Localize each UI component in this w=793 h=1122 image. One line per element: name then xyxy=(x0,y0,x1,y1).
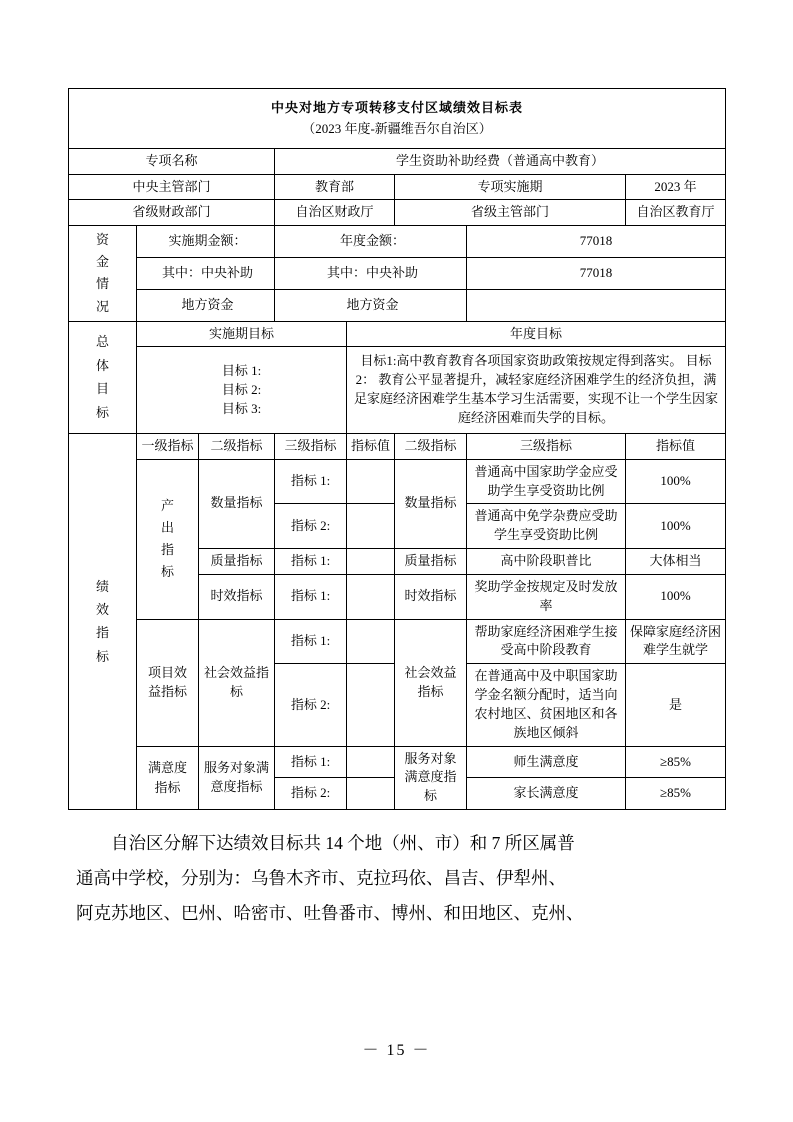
level1-label-line: 益指标 xyxy=(147,684,187,700)
level3-right-indicator: 在普通高中及中职国家助学金名额分配时，适当向农村地区、贫困地区和各族地区倾斜 xyxy=(467,664,626,746)
level1-output-indicator xyxy=(137,459,199,619)
funds-central-subsidy-value: 77018 xyxy=(467,258,726,290)
col-header-level3-right: 三级指标 xyxy=(467,433,626,459)
value-left xyxy=(347,504,395,549)
value-right: 100% xyxy=(626,459,726,504)
level1-label-char: 标 xyxy=(160,564,174,580)
funds-local-label-left: 地方资金 xyxy=(137,289,275,321)
level2-left-quantity: 数量指标 xyxy=(199,459,275,548)
overall-goal-label-char: 标 xyxy=(95,404,109,420)
value-right: 保障家庭经济困难学生就学 xyxy=(626,619,726,664)
level2-left-service-satisfaction: 服务对象满意度指标 xyxy=(199,746,275,810)
indicator-row xyxy=(69,459,726,504)
level3-left-indicator: 指标 2: xyxy=(275,664,347,746)
col-header-value-right: 指标值 xyxy=(626,433,726,459)
overall-goal-row-label xyxy=(69,321,137,433)
level1-label-line: 指标 xyxy=(154,779,181,795)
value-right: 100% xyxy=(626,574,726,619)
value-right: 100% xyxy=(626,504,726,549)
value-right: ≥85% xyxy=(626,746,726,778)
performance-goal-table xyxy=(68,88,726,810)
funds-annual-amount-value: 77018 xyxy=(467,226,726,258)
funds-label-char: 金 xyxy=(95,254,109,270)
province-dept-label: 省级主管部门 xyxy=(395,200,626,226)
level1-label-line: 满意度 xyxy=(147,760,187,776)
level3-left-indicator: 指标 2: xyxy=(275,504,347,549)
program-period-label: 专项实施期 xyxy=(395,174,626,200)
funds-implementation-amount-label: 实施期金额： xyxy=(137,226,275,258)
col-header-value-left: 指标值 xyxy=(347,433,395,459)
overall-goal-header-row xyxy=(69,321,726,347)
province-finance-value: 自治区财政厅 xyxy=(275,200,395,226)
province-finance-label: 省级财政部门 xyxy=(69,200,275,226)
level3-right-indicator: 奖助学金按规定及时发放率 xyxy=(467,574,626,619)
overall-goal-item: 目标 1: xyxy=(221,362,262,378)
central-dept-label: 中央主管部门 xyxy=(69,174,275,200)
page-number: － 15 － xyxy=(362,1042,431,1059)
funds-central-subsidy-label-right: 其中：中央补助 xyxy=(275,258,467,290)
level3-left-indicator: 指标 1: xyxy=(275,619,347,664)
table-subtitle-row xyxy=(69,120,726,148)
central-dept-value: 教育部 xyxy=(275,174,395,200)
funds-row-3 xyxy=(69,289,726,321)
col-header-level2-left: 二级指标 xyxy=(199,433,275,459)
value-left xyxy=(347,549,395,575)
level3-left-indicator: 指标 1: xyxy=(275,574,347,619)
table-title-row xyxy=(69,89,726,120)
level1-label-char: 出 xyxy=(160,520,174,536)
level2-right-quality: 质量指标 xyxy=(395,549,467,575)
level1-label-line: 项目效 xyxy=(147,664,187,680)
level3-left-indicator: 指标 1: xyxy=(275,746,347,778)
funds-row-1 xyxy=(69,226,726,258)
funds-local-value xyxy=(467,289,726,321)
overall-goal-body-row xyxy=(69,347,726,433)
document-subtitle: （2023 年度-新疆维吾尔自治区） xyxy=(69,120,726,148)
level2-right-social-benefit: 社会效益指标 xyxy=(395,619,467,746)
level3-left-indicator: 指标 2: xyxy=(275,778,347,810)
level3-right-indicator: 普通高中免学杂费应受助学生享受资助比例 xyxy=(467,504,626,549)
central-dept-row xyxy=(69,174,726,200)
funds-central-subsidy-label-left: 其中：中央补助 xyxy=(137,258,275,290)
performance-label-char: 指 xyxy=(95,625,109,641)
col-header-level1: 一级指标 xyxy=(137,433,199,459)
value-left xyxy=(347,664,395,746)
level2-right-quantity: 数量指标 xyxy=(395,459,467,548)
footer-paragraph-line: 自治区分解下达绩效目标共 14 个地（州、市）和 7 所区属普 xyxy=(111,833,575,854)
funds-local-label-right: 地方资金 xyxy=(275,289,467,321)
program-name-label: 专项名称 xyxy=(69,148,275,174)
overall-goal-label-char: 目 xyxy=(95,381,109,397)
document-title: 中央对地方专项转移支付区域绩效目标表 xyxy=(69,89,726,120)
level1-benefit-indicator xyxy=(137,619,199,746)
program-name-value: 学生资助补助经费（普通高中教育） xyxy=(275,148,726,174)
province-dept-value: 自治区教育厅 xyxy=(626,200,726,226)
footer-paragraph-line: 阿克苏地区、巴州、哈密市、吐鲁番市、博州、和田地区、克州、 xyxy=(76,903,584,924)
level2-right-timeliness: 时效指标 xyxy=(395,574,467,619)
footer-paragraph-line: 通高中学校，分别为：乌鲁木齐市、克拉玛依、昌吉、伊犁州、 xyxy=(76,868,566,889)
program-name-row xyxy=(69,148,726,174)
footer-paragraph xyxy=(68,826,725,931)
overall-goal-item: 目标 3: xyxy=(221,400,262,416)
level3-right-indicator: 普通高中国家助学金应受助学生享受资助比例 xyxy=(467,459,626,504)
col-header-level3-left: 三级指标 xyxy=(275,433,347,459)
funds-label-char: 资 xyxy=(95,232,109,248)
performance-row-label xyxy=(69,433,137,809)
level3-right-indicator: 帮助家庭经济困难学生接受高中阶段教育 xyxy=(467,619,626,664)
funds-label-char: 况 xyxy=(95,298,109,314)
value-left xyxy=(347,459,395,504)
level2-left-timeliness: 时效指标 xyxy=(199,574,275,619)
level1-label-char: 产 xyxy=(160,497,174,513)
performance-label-char: 效 xyxy=(95,602,109,618)
overall-goal-label-char: 体 xyxy=(95,357,109,373)
level3-left-indicator: 指标 1: xyxy=(275,549,347,575)
funds-row-2 xyxy=(69,258,726,290)
value-left xyxy=(347,619,395,664)
overall-goal-col1-header: 实施期目标 xyxy=(137,321,347,347)
funds-row-label xyxy=(69,226,137,321)
level3-right-indicator: 高中阶段职普比 xyxy=(467,549,626,575)
program-period-value: 2023 年 xyxy=(626,174,726,200)
value-right: 大体相当 xyxy=(626,549,726,575)
level3-right-indicator: 师生满意度 xyxy=(467,746,626,778)
overall-goal-annual-text: 目标1:高中教育教育各项国家资助政策按规定得到落实。 目标 2： 教育公平显著提升，减轻家庭经济困难学生的经济负担，满足家庭经济困难学生基本学习生活需要，实现不让一个学生因家庭经济困难而失学的目标。 xyxy=(347,347,726,433)
indicator-row xyxy=(69,619,726,664)
level3-right-indicator: 家长满意度 xyxy=(467,778,626,810)
value-right: 是 xyxy=(626,664,726,746)
value-right: ≥85% xyxy=(626,778,726,810)
performance-label-char: 绩 xyxy=(95,578,109,594)
level3-left-indicator: 指标 1: xyxy=(275,459,347,504)
col-header-level2-right: 二级指标 xyxy=(395,433,467,459)
level2-right-service-satisfaction: 服务对象满意度指标 xyxy=(395,746,467,810)
value-left xyxy=(347,746,395,778)
level1-satisfaction-indicator xyxy=(137,746,199,810)
overall-goal-implementation-items xyxy=(137,347,347,433)
province-finance-row xyxy=(69,200,726,226)
overall-goal-label-char: 总 xyxy=(95,334,109,350)
value-left xyxy=(347,574,395,619)
funds-label-char: 情 xyxy=(95,276,109,292)
value-left xyxy=(347,778,395,810)
funds-annual-amount-label: 年度金额： xyxy=(275,226,467,258)
performance-label-char: 标 xyxy=(95,648,109,664)
indicator-row xyxy=(69,746,726,778)
level2-left-quality: 质量指标 xyxy=(199,549,275,575)
overall-goal-item: 目标 2: xyxy=(221,381,262,397)
performance-header-row xyxy=(69,433,726,459)
level2-left-social-benefit: 社会效益指标 xyxy=(199,619,275,746)
overall-goal-col2-header: 年度目标 xyxy=(347,321,726,347)
level1-label-char: 指 xyxy=(160,542,174,558)
